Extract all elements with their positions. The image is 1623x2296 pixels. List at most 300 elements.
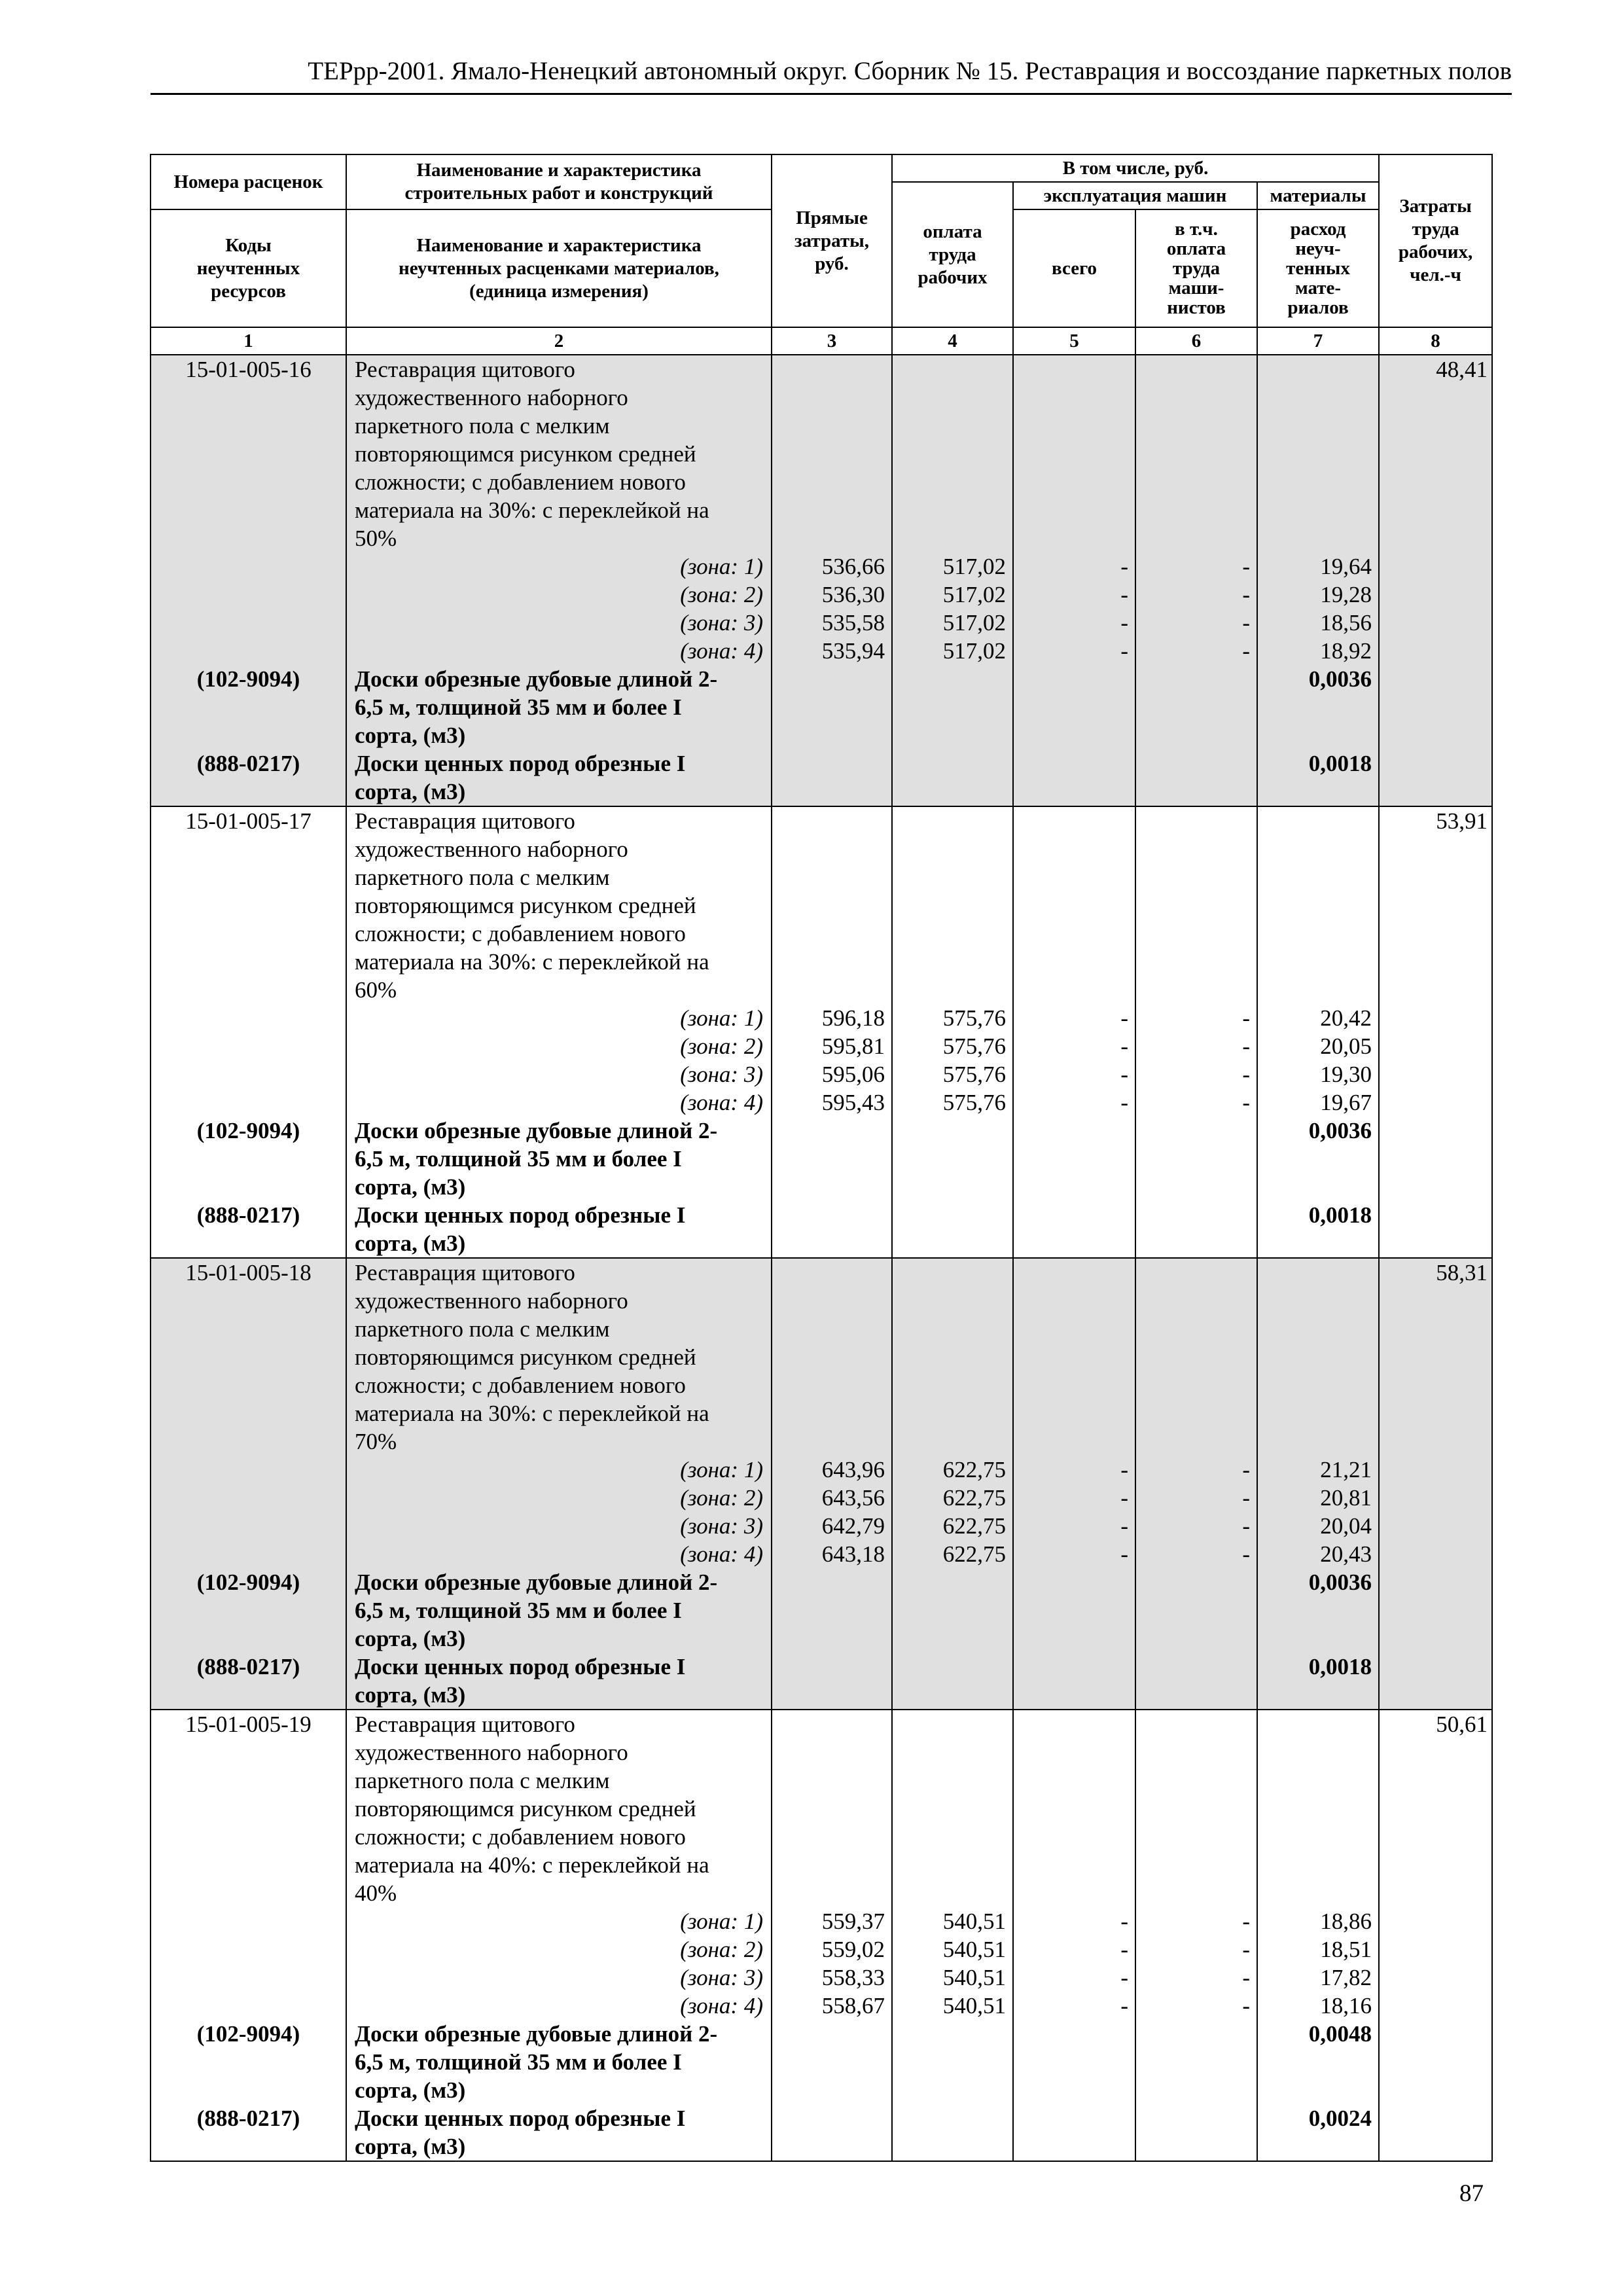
header-materials-usage <box>1257 209 1379 327</box>
rate-description-line: повторяющимся рисунком средней <box>355 1796 696 1821</box>
materials-value: 18,51 <box>1320 1937 1372 1962</box>
spacer <box>151 1540 346 1568</box>
spacer <box>1136 1681 1257 1709</box>
spacer <box>1136 2020 1257 2048</box>
rate-description-cell <box>346 806 772 1258</box>
spacer <box>1136 1173 1257 1201</box>
spacer <box>772 1259 891 1287</box>
spacer <box>151 1512 346 1540</box>
worker-pay-value: 622,75 <box>942 1541 1006 1567</box>
spacer <box>893 948 1012 976</box>
spacer <box>772 1851 891 1879</box>
spacer <box>1136 2076 1257 2104</box>
spacer <box>772 948 891 976</box>
resource-code: (102-9094) <box>196 666 300 692</box>
spacer <box>1258 2076 1378 2104</box>
spacer <box>893 807 1012 835</box>
materials-value: 18,16 <box>1320 1993 1372 2018</box>
spacer <box>893 1596 1012 1624</box>
spacer <box>772 1343 891 1371</box>
resource-code: (888-0217) <box>196 751 300 776</box>
rate-description-line: Реставрация щитового <box>355 1260 575 1285</box>
spacer <box>1258 384 1378 412</box>
spacer <box>1136 920 1257 948</box>
header-operator-pay-line: в т.ч. <box>1175 219 1218 240</box>
spacer <box>1136 468 1257 496</box>
resource-quantity: 0,0018 <box>1308 1202 1372 1228</box>
worker-pay-value: 575,76 <box>942 1090 1006 1115</box>
header-worker-pay-line: труда <box>929 243 976 265</box>
zone-label: (зона: 4) <box>680 1541 763 1567</box>
spacer <box>893 1767 1012 1795</box>
spacer <box>772 1681 891 1709</box>
materials-value: 19,30 <box>1320 1062 1372 1087</box>
spacer <box>1258 524 1378 552</box>
spacer <box>1136 1117 1257 1145</box>
header-operator-pay <box>1135 209 1257 327</box>
spacer <box>1136 1851 1257 1879</box>
spacer <box>893 355 1012 384</box>
spacer <box>1136 1624 1257 1653</box>
rate-description-line: 60% <box>355 977 397 1003</box>
spacer <box>772 524 891 552</box>
header-materials-usage-line: мате- <box>1294 278 1342 298</box>
materials-value: 19,28 <box>1320 582 1372 607</box>
zone-label: (зона: 2) <box>680 1937 763 1962</box>
spacer <box>1136 524 1257 552</box>
spacer <box>151 412 346 440</box>
spacer <box>1014 2104 1135 2132</box>
direct-costs-value: 559,37 <box>821 1909 885 1934</box>
spacer <box>1136 1399 1257 1427</box>
operator-pay-value: - <box>1242 1965 1250 1990</box>
direct-costs-value: 595,06 <box>821 1062 885 1087</box>
machines-total-cell <box>1013 1258 1135 1710</box>
resource-name-line: сорта, (м3) <box>355 1626 466 1651</box>
operator-pay-value: - <box>1242 1457 1250 1482</box>
spacer <box>1136 1710 1257 1738</box>
spacer <box>1258 891 1378 920</box>
spacer <box>1136 2048 1257 2076</box>
rate-description-line: художественного наборного <box>355 385 628 410</box>
resource-quantity: 0,0018 <box>1308 1654 1372 1679</box>
resource-quantity: 0,0024 <box>1308 2106 1372 2131</box>
materials-value: 21,21 <box>1320 1457 1372 1482</box>
direct-costs-cell <box>772 1258 892 1710</box>
rate-description-line: материала на 40%: с переклейкой на <box>355 1852 709 1878</box>
machines-total-value: - <box>1120 554 1128 579</box>
spacer <box>1014 1173 1135 1201</box>
header-labor-line: Затраты <box>1399 196 1472 217</box>
spacer <box>151 1795 346 1823</box>
zone-label: (зона: 2) <box>680 1485 763 1511</box>
header-direct-costs-line: затраты, <box>794 230 870 251</box>
spacer <box>151 1907 346 1935</box>
zone-label: (зона: 1) <box>680 554 763 579</box>
rate-description-line: паркетного пола с мелким <box>355 1768 610 1793</box>
spacer <box>1136 1371 1257 1399</box>
spacer <box>772 1710 891 1738</box>
spacer <box>1014 1117 1135 1145</box>
machines-total-value: - <box>1120 1513 1128 1539</box>
spacer <box>151 440 346 468</box>
zone-label: (зона: 4) <box>680 1090 763 1115</box>
spacer <box>151 948 346 976</box>
header-resource-codes-line: Коды <box>225 234 272 256</box>
spacer <box>1136 1738 1257 1767</box>
operator-pay-value: - <box>1242 638 1250 664</box>
spacer <box>1258 693 1378 721</box>
spacer <box>893 1568 1012 1596</box>
spacer <box>893 1371 1012 1399</box>
spacer <box>1258 496 1378 524</box>
spacer <box>151 609 346 637</box>
spacer <box>151 1456 346 1484</box>
spacer <box>1014 412 1135 440</box>
spacer <box>1136 693 1257 721</box>
spacer <box>893 440 1012 468</box>
rate-code-cell <box>151 806 346 1258</box>
spacer <box>772 807 891 835</box>
rate-description-line: повторяющимся рисунком средней <box>355 1344 696 1370</box>
spacer <box>151 891 346 920</box>
spacer <box>1014 1427 1135 1456</box>
materials-value: 20,81 <box>1320 1485 1372 1511</box>
spacer <box>1258 468 1378 496</box>
header-materials-usage-line: расход <box>1290 219 1346 240</box>
spacer <box>151 1935 346 1964</box>
spacer <box>1014 891 1135 920</box>
spacer <box>1014 1681 1135 1709</box>
spacer <box>1014 355 1135 384</box>
spacer <box>1136 496 1257 524</box>
spacer <box>1014 1738 1135 1767</box>
spacer <box>893 778 1012 806</box>
resource-name-line: сорта, (м3) <box>355 1230 466 1256</box>
machines-total-value: - <box>1120 1993 1128 2018</box>
resource-name-line: Доски обрезные дубовые длиной 2- <box>355 1570 718 1595</box>
direct-costs-value: 643,56 <box>821 1485 885 1511</box>
machines-total-value: - <box>1120 1485 1128 1511</box>
spacer <box>1136 2104 1257 2132</box>
worker-pay-value: 622,75 <box>942 1485 1006 1511</box>
column-number: 2 <box>346 327 772 355</box>
page-header-title: ТЕРрр-2001. Ямало-Ненецкий автономный округ. Сборник № 15. Реставрация и воссоздание паркетных полов <box>308 57 1512 85</box>
spacer <box>893 1681 1012 1709</box>
spacer <box>1136 1427 1257 1456</box>
resource-name-line: Доски обрезные дубовые длиной 2- <box>355 666 718 692</box>
spacer <box>772 665 891 693</box>
worker-pay-value: 540,51 <box>942 1937 1006 1962</box>
resource-quantity: 0,0018 <box>1308 751 1372 776</box>
spacer <box>151 1992 346 2020</box>
spacer <box>1136 384 1257 412</box>
header-operator-pay-line: маши- <box>1168 278 1224 298</box>
rate-code: 15-01-005-16 <box>185 357 312 382</box>
spacer <box>1258 863 1378 891</box>
labor-costs-cell <box>1379 806 1492 1258</box>
spacer <box>1014 1879 1135 1907</box>
rate-description-line: паркетного пола с мелким <box>355 413 610 439</box>
worker-pay-value: 540,51 <box>942 1909 1006 1934</box>
rate-code: 15-01-005-19 <box>185 1712 312 1737</box>
spacer <box>1014 1568 1135 1596</box>
rate-block-row <box>151 806 1492 1258</box>
column-number: 3 <box>772 327 892 355</box>
rate-code-cell <box>151 355 346 806</box>
labor-costs-value: 58,31 <box>1436 1260 1488 1285</box>
resource-name-line: Доски ценных пород обрезные I <box>355 2106 686 2131</box>
spacer <box>893 1287 1012 1315</box>
spacer <box>772 1201 891 1229</box>
header-material-name-line: Наименование и характеристика <box>416 234 702 256</box>
rate-description-line: художественного наборного <box>355 1740 628 1765</box>
spacer <box>1014 1624 1135 1653</box>
spacer <box>1258 1145 1378 1173</box>
spacer <box>772 1879 891 1907</box>
spacer <box>1258 1315 1378 1343</box>
column-number: 4 <box>892 327 1013 355</box>
spacer <box>772 976 891 1004</box>
materials-value: 20,42 <box>1320 1005 1372 1031</box>
spacer <box>893 1229 1012 1257</box>
labor-costs-cell <box>1379 1258 1492 1710</box>
worker-pay-value: 575,76 <box>942 1062 1006 1087</box>
spacer <box>151 1738 346 1767</box>
column-number: 8 <box>1379 327 1492 355</box>
spacer <box>151 1767 346 1795</box>
spacer <box>151 1371 346 1399</box>
header-resource-codes-line: ресурсов <box>211 280 286 302</box>
spacer <box>893 1201 1012 1229</box>
worker-pay-cell <box>892 1710 1013 2161</box>
spacer <box>1258 835 1378 863</box>
spacer <box>893 524 1012 552</box>
operator-pay-value: - <box>1242 1485 1250 1511</box>
header-labor-line: чел.-ч <box>1410 264 1461 285</box>
spacer <box>772 1145 891 1173</box>
spacer <box>1258 1710 1378 1738</box>
spacer <box>893 1259 1012 1287</box>
spacer <box>151 581 346 609</box>
materials-value: 19,67 <box>1320 1090 1372 1115</box>
labor-costs-cell <box>1379 1710 1492 2161</box>
direct-costs-value: 535,94 <box>821 638 885 664</box>
column-number: 7 <box>1257 327 1379 355</box>
spacer <box>1136 948 1257 976</box>
spacer <box>1014 384 1135 412</box>
header-materials-usage-line: тенных <box>1286 258 1350 279</box>
spacer <box>893 1795 1012 1823</box>
spacer <box>772 2132 891 2161</box>
spacer <box>772 1117 891 1145</box>
worker-pay-value: 575,76 <box>942 1005 1006 1031</box>
spacer <box>151 2076 346 2104</box>
spacer <box>1258 1427 1378 1456</box>
spacer <box>1014 1653 1135 1681</box>
spacer <box>893 2020 1012 2048</box>
worker-pay-value: 540,51 <box>942 1965 1006 1990</box>
spacer <box>1136 1201 1257 1229</box>
resource-name-line: 6,5 м, толщиной 35 мм и более I <box>355 694 682 720</box>
rate-description-line: сложности; с добавлением нового <box>355 1824 686 1850</box>
spacer <box>151 1964 346 1992</box>
header-direct-costs-line: руб. <box>815 253 849 274</box>
operator-pay-value: - <box>1242 1062 1250 1087</box>
header-resource-codes-line: неучтенных <box>196 257 300 279</box>
spacer <box>1258 1343 1378 1371</box>
spacer <box>893 2132 1012 2161</box>
labor-costs-value: 48,41 <box>1436 357 1488 382</box>
spacer <box>151 863 346 891</box>
worker-pay-value: 540,51 <box>942 1993 1006 2018</box>
spacer <box>1014 976 1135 1004</box>
spacer <box>1258 1173 1378 1201</box>
zone-label: (зона: 1) <box>680 1909 763 1934</box>
spacer <box>1136 891 1257 920</box>
header-machine-operation: эксплуатация машин <box>1013 182 1257 209</box>
spacer <box>772 1596 891 1624</box>
spacer <box>893 2048 1012 2076</box>
spacer <box>151 468 346 496</box>
materials-value: 18,92 <box>1320 638 1372 664</box>
header-operator-pay-line: нистов <box>1167 297 1226 318</box>
rate-description-line: сложности; с добавлением нового <box>355 1372 686 1398</box>
spacer <box>1014 807 1135 835</box>
spacer <box>772 2104 891 2132</box>
spacer <box>1014 948 1135 976</box>
spacer <box>1258 2048 1378 2076</box>
header-rule <box>151 93 1512 95</box>
worker-pay-cell <box>892 806 1013 1258</box>
spacer <box>1136 412 1257 440</box>
rate-description-cell <box>346 1710 772 2161</box>
rate-description-line: 40% <box>355 1880 397 1906</box>
operator-pay-value: - <box>1242 1937 1250 1962</box>
spacer <box>151 1343 346 1371</box>
spacer <box>1258 807 1378 835</box>
rate-description-line: сложности; с добавлением нового <box>355 469 686 495</box>
spacer <box>772 1738 891 1767</box>
header-worker-pay <box>892 182 1013 327</box>
machines-total-value: - <box>1120 1937 1128 1962</box>
spacer <box>893 412 1012 440</box>
spacer <box>893 496 1012 524</box>
spacer <box>893 863 1012 891</box>
spacer <box>1258 1596 1378 1624</box>
spacer <box>151 1032 346 1060</box>
header-machine-total: всего <box>1013 209 1135 327</box>
spacer <box>1014 2076 1135 2104</box>
spacer <box>151 1484 346 1512</box>
spacer <box>1136 1823 1257 1851</box>
spacer <box>1136 1795 1257 1823</box>
spacer <box>1014 524 1135 552</box>
spacer <box>772 891 891 920</box>
zone-label: (зона: 1) <box>680 1457 763 1482</box>
operator-pay-value: - <box>1242 1033 1250 1059</box>
spacer <box>151 1427 346 1456</box>
spacer <box>1258 976 1378 1004</box>
rate-description-line: Реставрация щитового <box>355 1712 575 1737</box>
spacer <box>151 1173 346 1201</box>
labor-costs-value: 50,61 <box>1436 1712 1488 1737</box>
spacer <box>772 412 891 440</box>
spacer <box>772 355 891 384</box>
spacer <box>893 1399 1012 1427</box>
spacer <box>772 778 891 806</box>
resource-quantity: 0,0036 <box>1308 666 1372 692</box>
resource-name-line: сорта, (м3) <box>355 1682 466 1708</box>
resource-name-line: Доски ценных пород обрезные I <box>355 1654 686 1679</box>
spacer <box>772 863 891 891</box>
spacer <box>1258 355 1378 384</box>
spacer <box>151 1088 346 1117</box>
direct-costs-value: 595,81 <box>821 1033 885 1059</box>
worker-pay-value: 622,75 <box>942 1457 1006 1482</box>
spacer <box>893 2076 1012 2104</box>
rate-description-line: 70% <box>355 1429 397 1454</box>
spacer <box>772 2048 891 2076</box>
column-number: 6 <box>1135 327 1257 355</box>
spacer <box>893 721 1012 749</box>
spacer <box>1258 1624 1378 1653</box>
spacer <box>1258 1851 1378 1879</box>
spacer <box>1258 1795 1378 1823</box>
materials-value: 19,64 <box>1320 554 1372 579</box>
resource-code: (888-0217) <box>196 2106 300 2131</box>
rate-block-row <box>151 1710 1492 2161</box>
header-materials-usage-line: риалов <box>1287 297 1349 318</box>
spacer <box>151 1145 346 1173</box>
spacer <box>893 1653 1012 1681</box>
rate-description-cell <box>346 355 772 806</box>
spacer <box>772 1568 891 1596</box>
spacer <box>1258 1371 1378 1399</box>
spacer <box>151 2048 346 2076</box>
spacer <box>772 749 891 778</box>
machines-total-value: - <box>1120 1062 1128 1087</box>
spacer <box>1014 2132 1135 2161</box>
machines-total-cell <box>1013 1710 1135 2161</box>
spacer <box>772 1653 891 1681</box>
spacer <box>1014 1823 1135 1851</box>
direct-costs-cell <box>772 806 892 1258</box>
resource-name-line: сорта, (м3) <box>355 1174 466 1200</box>
table-body <box>151 355 1492 2161</box>
spacer <box>772 1315 891 1343</box>
spacer <box>1014 1145 1135 1173</box>
spacer <box>151 1823 346 1851</box>
resource-name-line: сорта, (м3) <box>355 723 466 748</box>
spacer <box>772 496 891 524</box>
spacer <box>1014 1229 1135 1257</box>
spacer <box>1136 721 1257 749</box>
spacer <box>893 1624 1012 1653</box>
rate-description-line: материала на 30%: с переклейкой на <box>355 497 709 523</box>
resource-quantity: 0,0048 <box>1308 2021 1372 2047</box>
operator-pay-value: - <box>1242 554 1250 579</box>
spacer <box>151 1879 346 1907</box>
rate-block-row <box>151 1258 1492 1710</box>
spacer <box>1136 1568 1257 1596</box>
spacer <box>1014 693 1135 721</box>
resource-name-line: 6,5 м, толщиной 35 мм и более I <box>355 1146 682 1172</box>
worker-pay-cell <box>892 1258 1013 1710</box>
spacer <box>151 1060 346 1088</box>
spacer <box>1136 1653 1257 1681</box>
column-number: 5 <box>1013 327 1135 355</box>
